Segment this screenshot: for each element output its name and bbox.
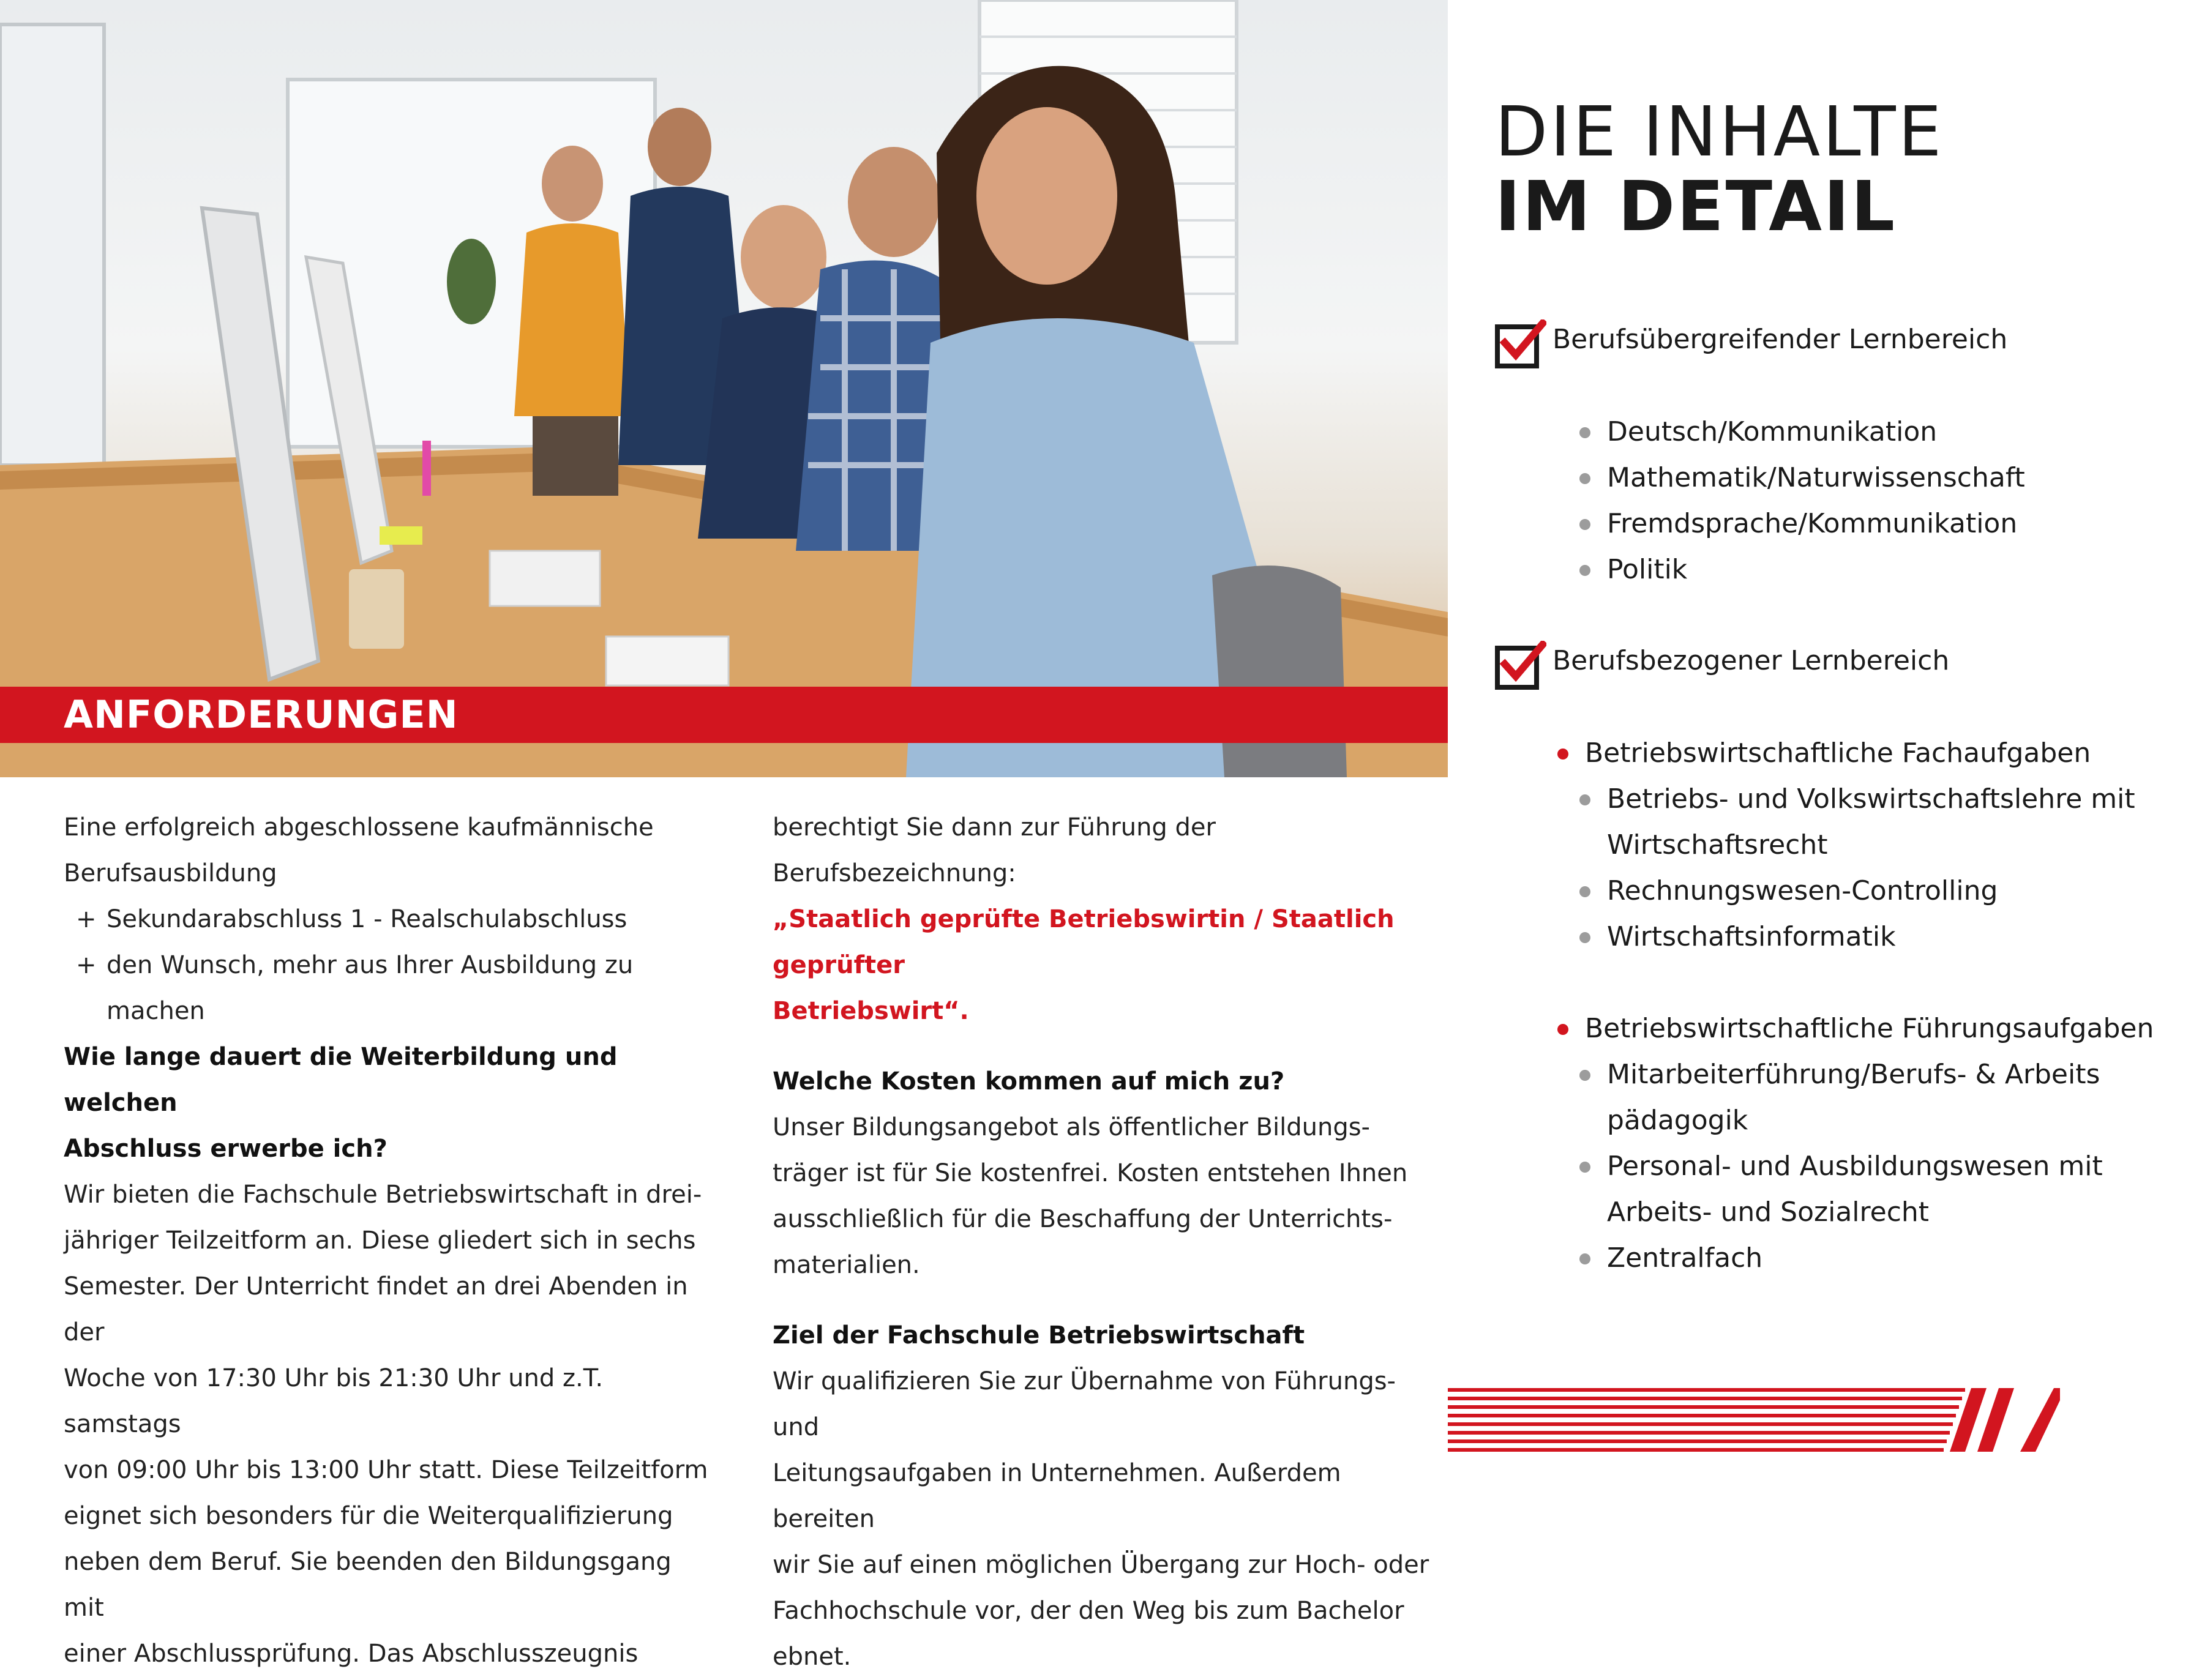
answer-line: neben dem Beruf. Sie beenden den Bildungsgang mit: [64, 1548, 672, 1622]
section-heading-text: Berufsbezogener Lernbereich: [1552, 644, 1950, 676]
requirement-text: Sekundarabschluss 1 - Realschulabschluss: [107, 905, 627, 933]
answer-line: Leitungsaufgaben in Unternehmen. Außerdem bereiten: [773, 1459, 1341, 1533]
list-item: Rechnungswesen-Controlling: [1579, 868, 2154, 914]
answer-line: träger ist für Sie kostenfrei. Kosten entstehen Ihnen: [773, 1159, 1408, 1187]
requirement-text-continuation: [64, 988, 713, 1034]
section-heading-vocational: [1495, 641, 1949, 680]
dot-bullet-icon: [1579, 565, 1590, 576]
general-subjects-list: [1579, 409, 2025, 592]
requirement-text: den Wunsch, mehr aus Ihrer Ausbildung zu: [107, 951, 634, 979]
answer-line: Unser Bildungsangebot als öffentlicher Bildungs-: [773, 1113, 1370, 1141]
list-item: Mitarbeiterführung/Berufs- & Arbeits: [1579, 1051, 2154, 1097]
answer-line: Wir bieten die Fachschule Betriebswirtschaft in drei-: [64, 1181, 702, 1209]
dot-bullet-icon: [1579, 886, 1590, 897]
details-column: [773, 805, 1434, 1680]
list-item-continuation: pädagogik: [1607, 1105, 1748, 1136]
job-title-line2: Betriebswirt“.: [773, 997, 969, 1025]
requirement-item: [64, 897, 713, 943]
answer-line: Woche von 17:30 Uhr bis 21:30 Uhr und z.T. samstags: [64, 1364, 604, 1438]
dot-bullet-icon: [1579, 1162, 1590, 1173]
title-line2: IM DETAIL: [1495, 167, 1897, 247]
students-photo: [0, 0, 1448, 777]
answer-line: einer Abschlussprüfung. Das Abschlusszeugnis: [64, 1640, 639, 1668]
question-costs: Welche Kosten kommen auf mich zu?: [773, 1067, 1285, 1096]
section-heading-general: [1495, 319, 2007, 359]
dot-bullet-icon: [1579, 932, 1590, 943]
job-title-line1: „Staatlich geprüfte Betriebswirtin / Staatlich geprüfter: [773, 905, 1395, 979]
intro-text-line1: Eine erfolgreich abgeschlossene kaufmännische: [64, 813, 654, 842]
decorative-stripes: [1448, 1388, 2060, 1455]
dot-bullet-icon: [1579, 1070, 1590, 1081]
intro-text-line2: Berufsausbildung: [64, 859, 277, 887]
banner-title: ANFORDERUNGEN: [64, 692, 459, 737]
dot-bullet-icon: [1579, 427, 1590, 438]
group-label: Betriebswirtschaftliche Führungsaufgaben: [1557, 1006, 2154, 1051]
list-item-continuation: Arbeits- und Sozialrecht: [1607, 1197, 1930, 1228]
plus-icon: +: [76, 951, 97, 979]
requirements-column: [64, 805, 713, 1677]
answer-line: von 09:00 Uhr bis 13:00 Uhr statt. Diese Teilzeitform: [64, 1456, 708, 1484]
answer-line: ebnet.: [773, 1643, 852, 1671]
list-item: Zentralfach: [1579, 1235, 2154, 1281]
answer-line: eignet sich besonders für die Weiterqualifizierung: [64, 1502, 673, 1530]
red-dot-bullet-icon: [1557, 749, 1568, 760]
answer-line: Semester. Der Unterricht findet an drei Abenden in der: [64, 1272, 688, 1346]
question-goal: Ziel der Fachschule Betriebswirtschaft: [773, 1321, 1305, 1350]
answer-line: ausschließlich für die Beschaffung der Unterrichts-: [773, 1205, 1393, 1233]
checked-box-icon: [1495, 319, 1534, 359]
answer-line: Fachhochschule vor, der den Weg bis zum Bachelor: [773, 1597, 1404, 1625]
section-heading-text: Berufsübergreifender Lernbereich: [1552, 323, 2008, 355]
vocational-subjects-list: [1579, 730, 2154, 1281]
list-item: Personal- und Ausbildungswesen mit: [1579, 1143, 2154, 1189]
list-item: Fremdsprache/Kommunikation: [1579, 501, 2025, 547]
list-item: Mathematik/Naturwissenschaft: [1579, 455, 2025, 501]
photo-illustration: [0, 0, 1448, 777]
answer-line: wir Sie auf einen möglichen Übergang zur Hoch- oder: [773, 1551, 1429, 1579]
question-duration-line2: Abschluss erwerbe ich?: [64, 1135, 388, 1163]
page-title: [1495, 92, 1944, 247]
checked-box-icon: [1495, 641, 1534, 680]
list-item: Wirtschaftsinformatik: [1579, 914, 2154, 960]
dot-bullet-icon: [1579, 1253, 1590, 1264]
list-item: Deutsch/Kommunikation: [1579, 409, 2025, 455]
list-item: Politik: [1579, 547, 2025, 592]
continuation-line: berechtigt Sie dann zur Führung der Berufsbezeichnung:: [773, 813, 1216, 887]
requirement-text: machen: [107, 997, 205, 1025]
requirement-item: [64, 943, 713, 988]
answer-line: materialien.: [773, 1251, 920, 1279]
answer-line: Wir qualifizieren Sie zur Übernahme von Führungs- und: [773, 1367, 1396, 1441]
dot-bullet-icon: [1579, 794, 1590, 805]
group-label: Betriebswirtschaftliche Fachaufgaben: [1557, 730, 2154, 776]
red-dot-bullet-icon: [1557, 1024, 1568, 1035]
plus-icon: +: [76, 905, 97, 933]
list-item-continuation: Wirtschaftsrecht: [1607, 829, 1828, 861]
dot-bullet-icon: [1579, 519, 1590, 530]
answer-line: jähriger Teilzeitform an. Diese gliedert sich in sechs: [64, 1226, 696, 1255]
question-duration-line1: Wie lange dauert die Weiterbildung und welchen: [64, 1043, 618, 1117]
title-line1: DIE INHALTE: [1495, 92, 1944, 172]
list-item: Betriebs- und Volkswirtschaftslehre mit: [1579, 776, 2154, 822]
dot-bullet-icon: [1579, 473, 1590, 484]
